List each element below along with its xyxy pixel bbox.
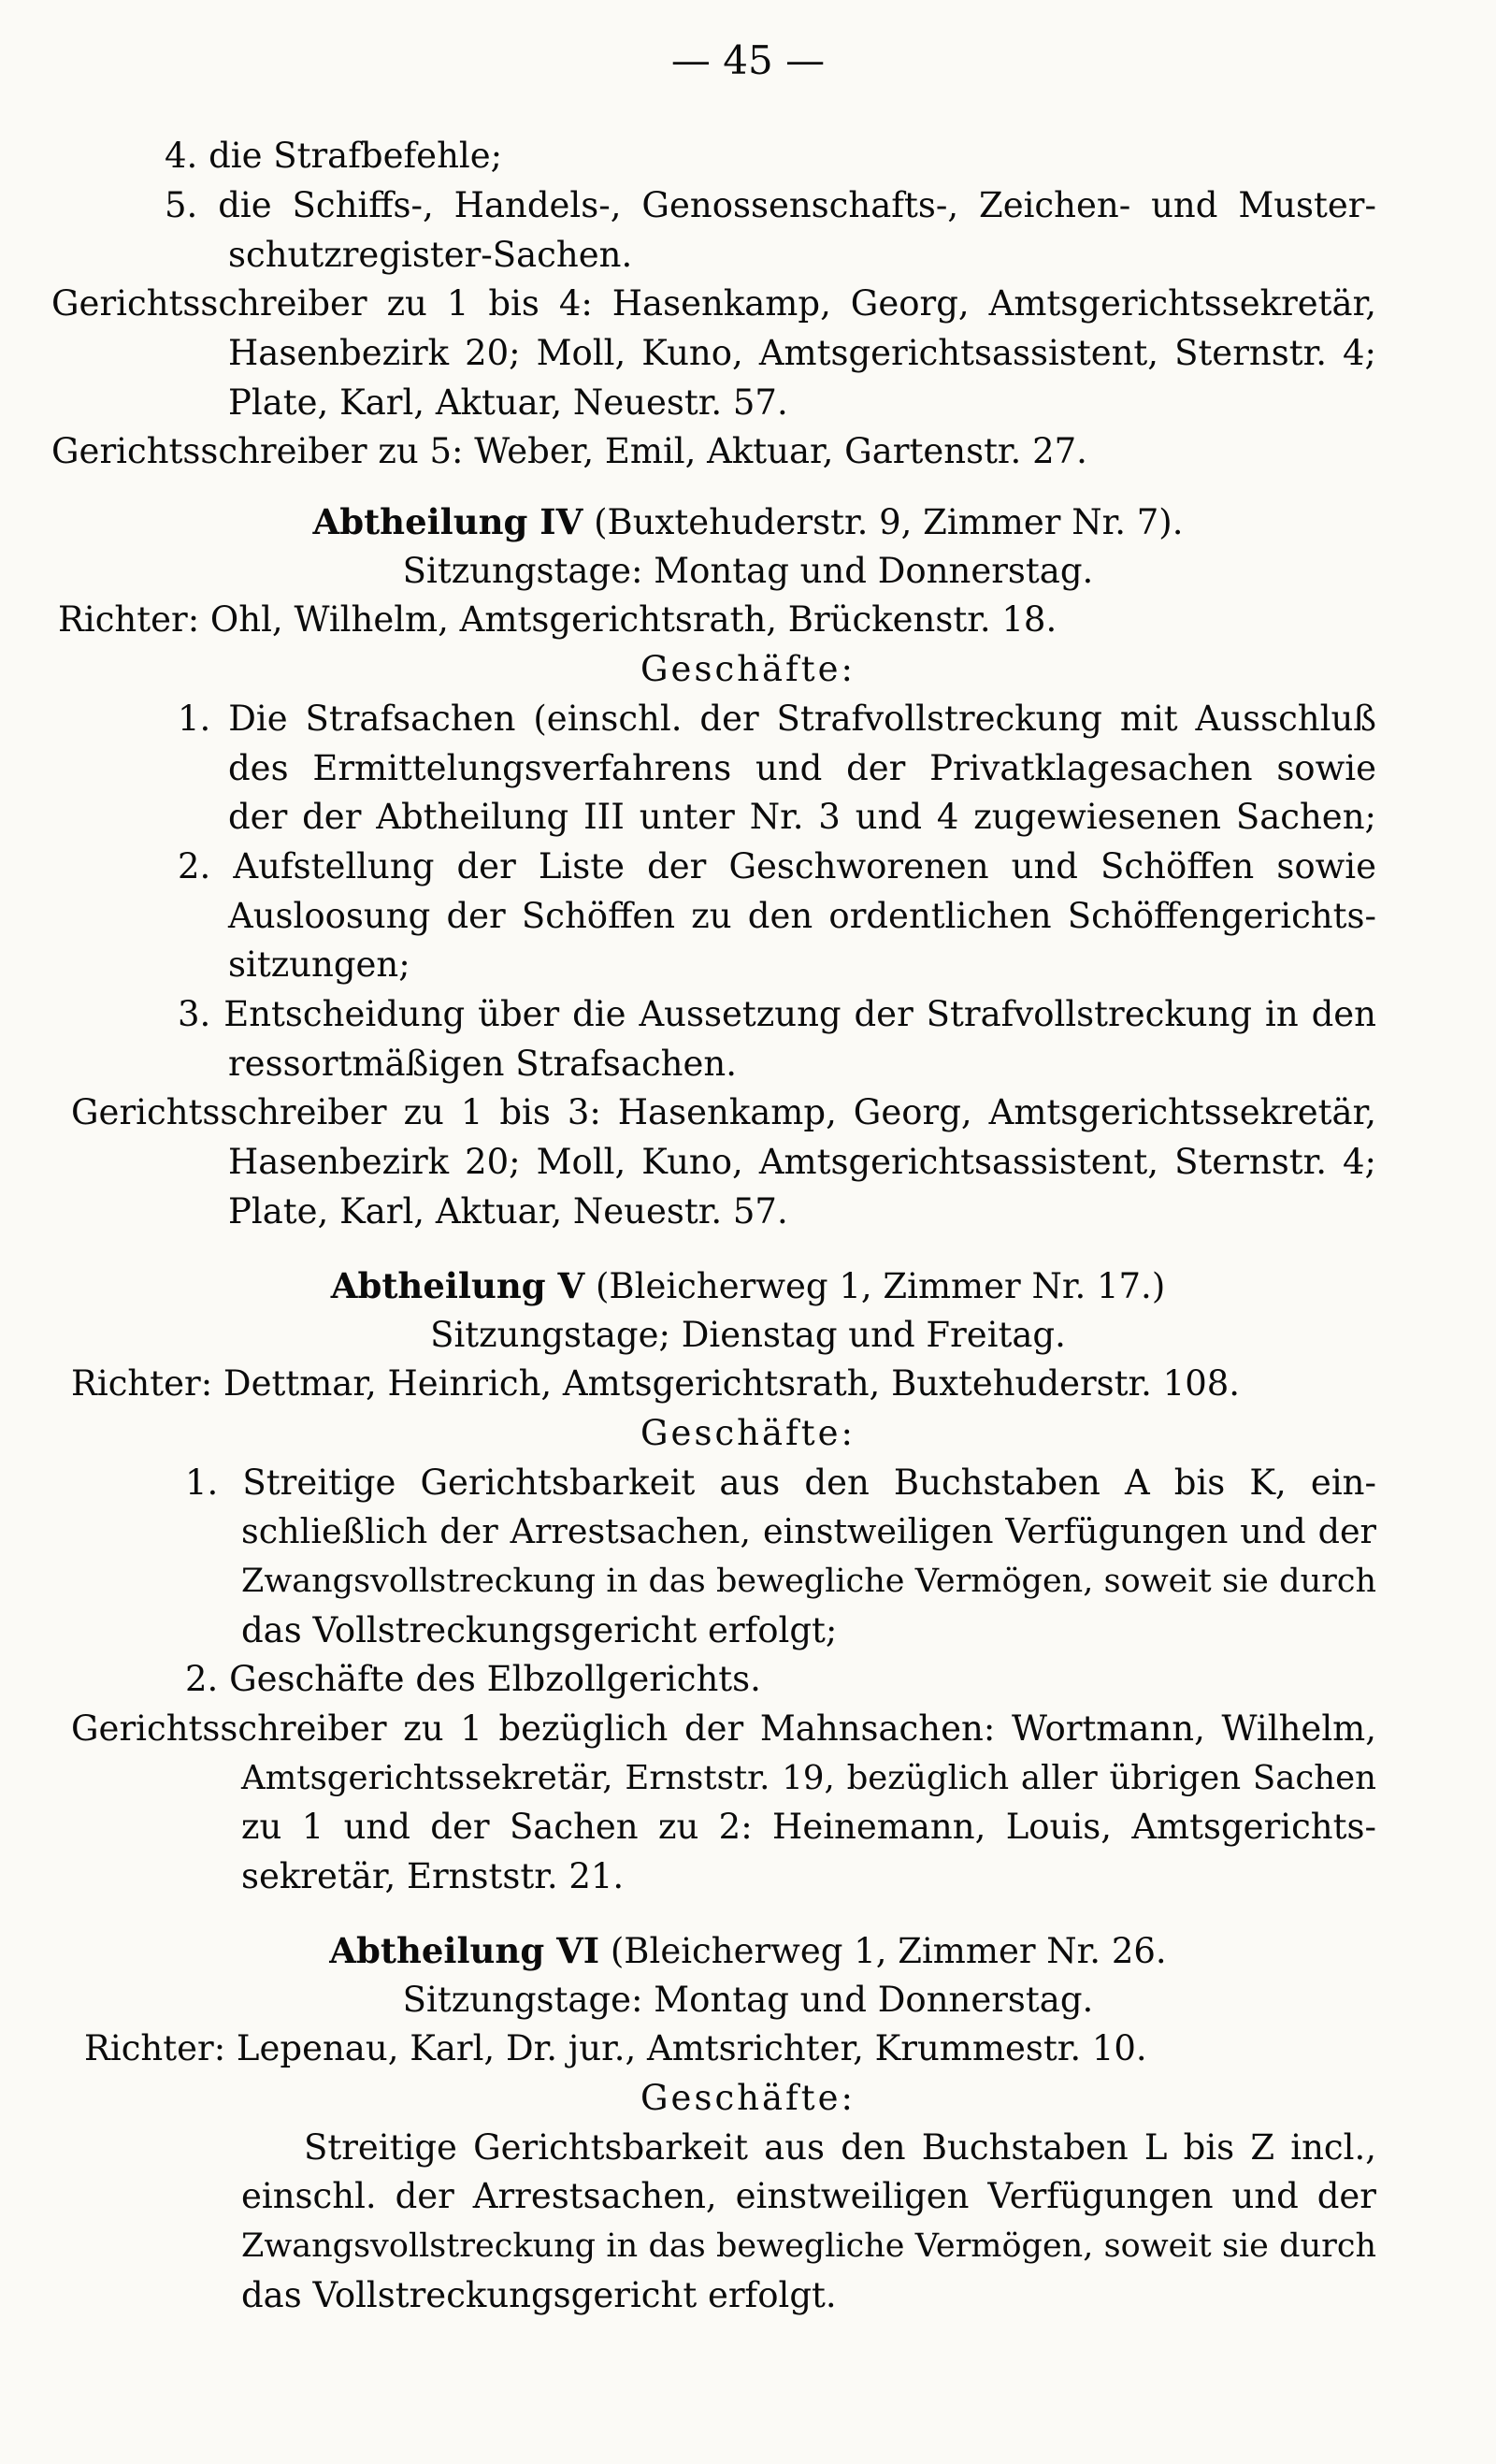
session-days: Sitzungstage: Montag und Donnerstag. [402, 551, 1094, 591]
text-line: sekretär, Ernststr. 21. [241, 1856, 625, 1896]
section-label: Abtheilung VI [329, 1930, 600, 1971]
list-item: 3. Entscheidung über die Aussetzung der Strafvollstreckung in den [178, 994, 1376, 1034]
list-item: 1. Streitige Gerichtsbarkeit aus den Buchstaben A bis K, ein- [185, 1463, 1376, 1503]
list-item: 2. Geschäfte des Elbzollgerichts. [185, 1659, 761, 1699]
text-line: Gerichtsschreiber zu 1 bezüglich der Mahnsachen: Wortmann, Wilhelm, [71, 1708, 1376, 1749]
text-line: Plate, Karl, Aktuar, Neuestr. 57. [228, 1191, 788, 1232]
section-heading [0, 498, 1496, 545]
text-line: schließlich der Arrestsachen, einstweiligen Verfügungen und der [241, 1511, 1376, 1551]
judge-line: Richter: Ohl, Wilhelm, Amtsgerichtsrath, Brückenstr. 18. [58, 599, 1057, 640]
session-days: Sitzungstage: Montag und Donnerstag. [402, 1980, 1094, 2020]
list-item: 5. die Schiffs-, Handels-, Genossenschafts-, Zeichen- und Muster- [165, 185, 1376, 225]
text-line: ressortmäßigen Strafsachen. [228, 1044, 737, 1084]
text-line: sitzungen; [228, 944, 410, 985]
section-address: (Buxtehuderstr. 9, Zimmer Nr. 7). [583, 502, 1184, 542]
subheading: Geschäfte: [640, 2078, 856, 2118]
text-line: Hasenbezirk 20; Moll, Kuno, Amtsgerichtsassistent, Sternstr. 4; [228, 1142, 1376, 1182]
list-item: 4. die Strafbefehle; [165, 136, 503, 176]
section-label: Abtheilung V [330, 1265, 585, 1306]
text-line: Streitige Gerichtsbarkeit aus den Buchstaben L bis Z incl., [304, 2127, 1376, 2168]
text-line: der der Abtheilung III unter Nr. 3 und 4 zugewiesenen Sachen; [228, 797, 1376, 837]
text-line: das Vollstreckungsgericht erfolgt. [241, 2275, 837, 2315]
section-address: (Bleicherweg 1, Zimmer Nr. 26. [599, 1931, 1167, 1971]
text-line: Ausloosung der Schöffen zu den ordentlichen Schöffengerichts- [228, 896, 1376, 936]
text-line: Zwangsvollstreckung in das bewegliche Vermögen, soweit sie durch [241, 1563, 1376, 1600]
session-days: Sitzungstage; Dienstag und Freitag. [430, 1315, 1066, 1355]
text-line: Amtsgerichtssekretär, Ernststr. 19, bezüglich aller übrigen Sachen [241, 1759, 1376, 1797]
text-line: Gerichtsschreiber zu 1 bis 4: Hasenkamp, Georg, Amtsgerichtssekretär, [51, 283, 1376, 324]
section-heading [0, 1927, 1496, 1974]
section-label: Abtheilung IV [312, 501, 583, 542]
judge-line: Richter: Dettmar, Heinrich, Amtsgerichtsrath, Buxtehuderstr. 108. [71, 1363, 1241, 1404]
subheading: Geschäfte: [640, 1413, 856, 1453]
judge-line: Richter: Lepenau, Karl, Dr. jur., Amtsrichter, Krummestr. 10. [84, 2028, 1147, 2068]
subheading: Geschäfte: [640, 649, 856, 689]
list-item: 1. Die Strafsachen (einschl. der Strafvollstreckung mit Ausschluß [178, 699, 1376, 739]
text-line: des Ermittelungsverfahrens und der Privatklagesachen sowie [228, 748, 1376, 788]
text-line: Gerichtsschreiber zu 1 bis 3: Hasenkamp, Georg, Amtsgerichtssekretär, [71, 1092, 1376, 1132]
text-line: Plate, Karl, Aktuar, Neuestr. 57. [228, 382, 788, 423]
page-number: — 45 — [670, 37, 826, 83]
section-address: (Bleicherweg 1, Zimmer Nr. 17.) [584, 1266, 1166, 1306]
list-item: 2. Aufstellung der Liste der Geschworenen und Schöffen sowie [178, 846, 1376, 886]
text-line: zu 1 und der Sachen zu 2: Heinemann, Louis, Amtsgerichts- [241, 1807, 1376, 1847]
text-line: das Vollstreckungsgericht erfolgt; [241, 1610, 838, 1650]
text-line: einschl. der Arrestsachen, einstweiligen Verfügungen und der [241, 2176, 1376, 2216]
text-line: schutzregister-Sachen. [228, 235, 633, 275]
text-line: Gerichtsschreiber zu 5: Weber, Emil, Aktuar, Gartenstr. 27. [51, 431, 1087, 471]
section-heading [0, 1262, 1496, 1309]
text-line: Hasenbezirk 20; Moll, Kuno, Amtsgerichtsassistent, Sternstr. 4; [228, 333, 1376, 373]
text-line: Zwangsvollstreckung in das bewegliche Vermögen, soweit sie durch [241, 2227, 1376, 2265]
